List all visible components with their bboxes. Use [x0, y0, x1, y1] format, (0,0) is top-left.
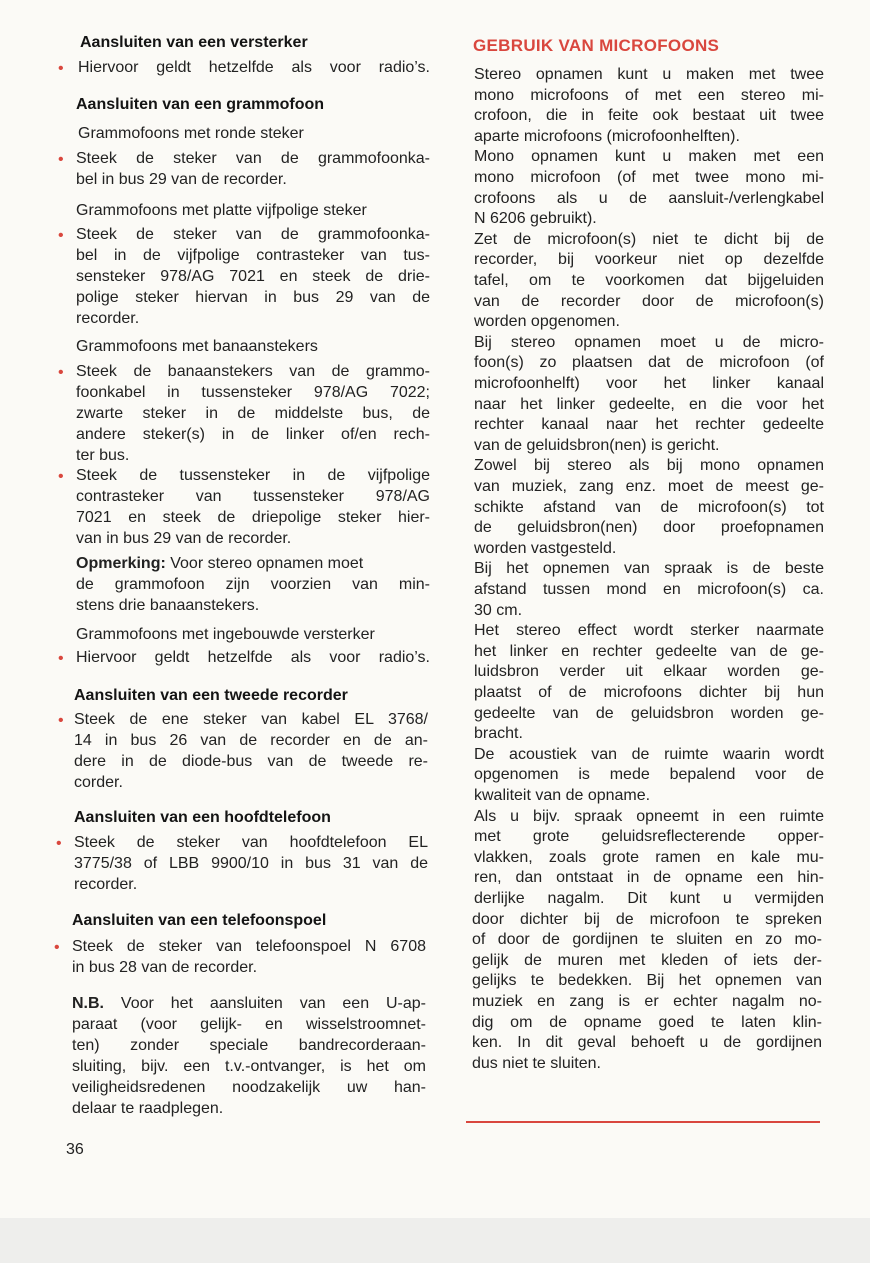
bullet: •	[58, 364, 64, 381]
text-line: ten) zonder speciale bandrecorderaan-	[72, 1037, 426, 1054]
text-line: sluiting, bijv. een t.v.-ontvanger, is het om	[72, 1058, 426, 1075]
text-line: recorder.	[76, 310, 140, 327]
bullet: •	[58, 712, 64, 729]
text-line: vlakken, zoals grote ramen en kale mu-	[474, 849, 824, 866]
text-line: worden vastgesteld.	[474, 540, 617, 557]
text-line: of door de gordijnen te sluiten en zo mo-	[472, 931, 822, 948]
text-line: met grote geluidsreflecterende opper-	[474, 828, 824, 845]
bullet: •	[58, 468, 64, 485]
text-line: Hiervoor geldt hetzelfde als voor radio’s.	[76, 649, 430, 666]
text-line: Steek de ene steker van kabel EL 3768/	[74, 711, 428, 728]
bullet: •	[54, 939, 60, 956]
text-line: crofoon, die in feite ook bestaat uit twee	[474, 107, 824, 124]
text-line: 30 cm.	[474, 602, 523, 619]
text-line: Bij het opnemen van spraak is de beste	[474, 560, 824, 577]
text-line: dus niet te sluiten.	[472, 1055, 601, 1072]
text-line: delaar te raadplegen.	[72, 1100, 224, 1117]
heading-telefoonspoel: Aansluiten van een telefoonspoel	[72, 912, 327, 929]
text-line: Stereo opnamen kunt u maken met twee	[474, 66, 824, 83]
text-line: ken. In dit geval behoeft u de gordijnen	[472, 1034, 822, 1051]
page-bottom-strip	[0, 1218, 870, 1263]
subheading-ronde-steker: Grammofoons met ronde steker	[78, 125, 304, 142]
text-line: recorder, bij voorkeur niet op dezelfde	[474, 251, 824, 268]
section-title: GEBRUIK VAN MICROFOONS	[473, 36, 720, 55]
text-line: gedeelte van de geluidsbron worden ge-	[474, 705, 824, 722]
section-end-rule	[466, 1121, 820, 1123]
text-line: microfoonhelft) voor het linker kanaal	[474, 375, 824, 392]
text-line: dere in de diode-bus van de tweede re-	[74, 753, 428, 770]
text-line: mono microfoon (of met twee mono mi-	[474, 169, 824, 186]
heading-versterker: Aansluiten van een versterker	[80, 34, 308, 51]
nb-line	[72, 994, 426, 1014]
text-line: crofoons als u de aansluit-/verlengkabel	[474, 190, 824, 207]
bullet: •	[58, 60, 64, 77]
text-line: foonkabel in tussensteker 978/AG 7022;	[76, 384, 430, 401]
subheading-banaanstekers: Grammofoons met banaanstekers	[76, 338, 318, 355]
heading-hoofdtelefoon: Aansluiten van een hoofdtelefoon	[74, 809, 331, 826]
text-line: worden opgenomen.	[474, 313, 620, 330]
text-line: bel in de vijfpolige contrasteker van tus-	[76, 247, 430, 264]
text-line: kwaliteit van de opname.	[474, 787, 651, 804]
text-line: N 6206 gebruikt).	[474, 210, 597, 227]
subheading-platte-steker: Grammofoons met platte vijfpolige steker	[76, 202, 367, 219]
text-line: muziek en zang is er echter nagalm no-	[472, 993, 822, 1010]
text-line: bracht.	[474, 725, 523, 742]
text-line: polige steker hiervan in bus 29 van de	[76, 289, 430, 306]
text-line: van muziek, zang enz. moet de meest ge-	[474, 478, 824, 495]
text-line: de geluidsbron(nen) door proefopnamen	[474, 519, 824, 536]
text-line: Steek de steker van de grammofoonka-	[76, 150, 430, 167]
text-line: 7021 en steek de driepolige steker hier-	[76, 509, 430, 526]
text-line: andere steker(s) in de linker of/en rech-	[76, 426, 430, 443]
text-line: corder.	[74, 774, 123, 791]
text-line: sensteker 978/AG 7021 en steek de drie-	[76, 268, 430, 285]
text-line: zwarte steker in de middelste bus, de	[76, 405, 430, 422]
text-line: de grammofoon zijn voorzien van min-	[76, 576, 430, 593]
text-line: van in bus 29 van de recorder.	[76, 530, 292, 547]
nb-text: Voor het aansluiten van een U-ap-	[104, 995, 426, 1012]
opmerking-label: Opmerking:	[76, 555, 166, 572]
page-number: 36	[66, 1141, 84, 1158]
text-line: van de geluidsbron(nen) is gericht.	[474, 437, 720, 454]
text-line: Als u bijv. spraak opneemt in een ruimte	[474, 808, 824, 825]
text-line: rechter kanaal naar het rechter gedeelte	[474, 416, 824, 433]
text-line: plaatst of de microfoons dichter bij hun	[474, 684, 824, 701]
text-line: De acoustiek van de ruimte waarin wordt	[474, 746, 824, 763]
text-line: ren, dan ontstaat in de opname een hin-	[474, 869, 824, 886]
text-line: tafel, om te voorkomen dat bijgeluiden	[474, 272, 824, 289]
text-line: Steek de steker van telefoonspoel N 6708	[72, 938, 426, 955]
text-line: aparte microfoons (microfoonhelften).	[474, 128, 740, 145]
text-line: in bus 28 van de recorder.	[72, 959, 258, 976]
text-line: Mono opnamen kunt u maken met een	[474, 148, 824, 165]
bullet: •	[58, 151, 64, 168]
text-line: Hiervoor geldt hetzelfde als voor radio’s.	[78, 59, 430, 76]
bullet: •	[58, 227, 64, 244]
bullet: •	[58, 650, 64, 667]
text-line: door dichter bij de microfoon te spreken	[472, 911, 822, 928]
text-line: derlijke nagalm. Dit kunt u vermijden	[474, 890, 824, 907]
text-line: Steek de steker van de grammofoonka-	[76, 226, 430, 243]
text-line: schikte afstand van de microfoon(s) tot	[474, 499, 824, 516]
heading-tweede-recorder: Aansluiten van een tweede recorder	[74, 687, 348, 704]
text-line: contrasteker van tussensteker 978/AG	[76, 488, 430, 505]
text-line: paraat (voor gelijk- en wisselstroomnet-	[72, 1016, 426, 1033]
text-line: opgenomen is mede bepalend voor de	[474, 766, 824, 783]
text-line: 14 in bus 26 van de recorder en de an-	[74, 732, 428, 749]
text-line: Zet de microfoon(s) niet te dicht bij de	[474, 231, 824, 248]
text-line: Steek de banaanstekers van de grammo-	[76, 363, 430, 380]
text-line: gelijks te bedekken. Bij het opnemen van	[472, 972, 822, 989]
text-line: Zowel bij stereo als bij mono opnamen	[474, 457, 824, 474]
subheading-ingebouwde-versterker: Grammofoons met ingebouwde versterker	[76, 626, 375, 643]
text-line: veiligheidsredenen noodzakelijk uw han-	[72, 1079, 426, 1096]
text-line: het linker en rechter gedeelte van de ge-	[474, 643, 824, 660]
text-line: dig om de opname goed te laten klin-	[472, 1014, 822, 1031]
text-line: Bij stereo opnamen moet u de micro-	[474, 334, 824, 351]
text-line: Het stereo effect wordt sterker naarmate	[474, 622, 824, 639]
text-line: foon(s) zo plaatsen dat de microfoon (of	[474, 354, 824, 371]
text-line: Steek de tussensteker in de vijfpolige	[76, 467, 430, 484]
text-line: van de recorder door de microfoon(s)	[474, 293, 824, 310]
text-line: ter bus.	[76, 447, 130, 464]
heading-grammofoon: Aansluiten van een grammofoon	[76, 96, 325, 113]
text-line: Steek de steker van hoofdtelefoon EL	[74, 834, 428, 851]
text-line: 3775/38 of LBB 9900/10 in bus 31 van de	[74, 855, 428, 872]
nb-label: N.B.	[72, 995, 104, 1012]
text-line: mono microfoons of met een stereo mi-	[474, 87, 824, 104]
text-line: gelijk de muren met kleden of iets der-	[472, 952, 822, 969]
text-line: bel in bus 29 van de recorder.	[76, 171, 287, 188]
opmerking-line	[76, 554, 363, 574]
text-line: luidsbron verder uit elkaar worden ge-	[474, 663, 824, 680]
bullet: •	[56, 835, 62, 852]
text-line: afstand tussen mond en microfoon(s) ca.	[474, 581, 824, 598]
text-line: recorder.	[74, 876, 138, 893]
text-line: stens drie banaanstekers.	[76, 597, 260, 614]
text-line: naar het linker gedeelte, en die voor het	[474, 396, 824, 413]
opmerking-text: Voor stereo opnamen moet	[165, 555, 364, 572]
